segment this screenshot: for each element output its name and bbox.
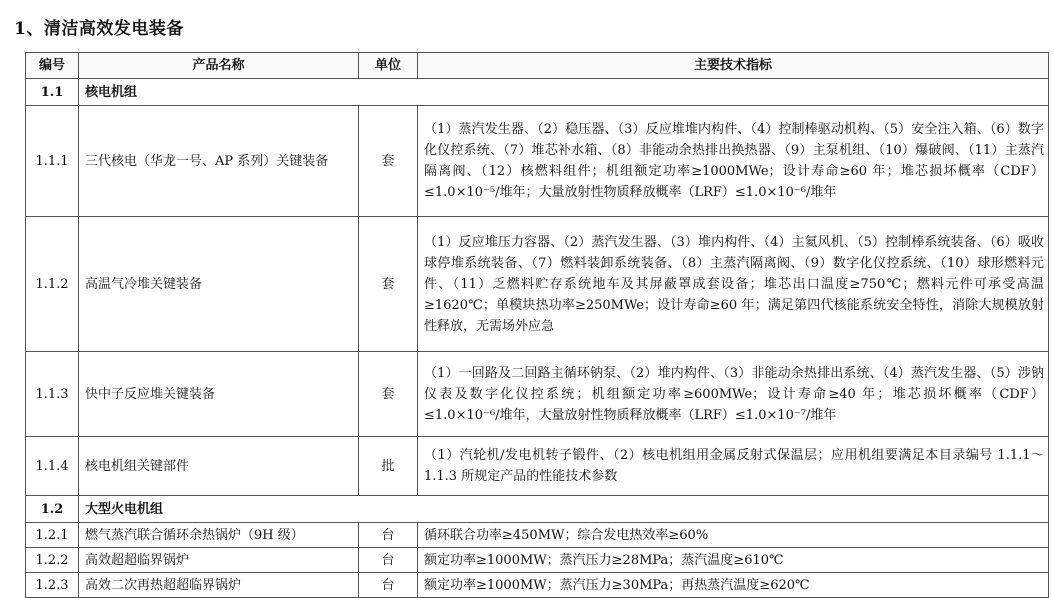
row-specs: （1）蒸汽发生器、（2）稳压器、（3）反应堆堆内构件、（4）控制棒驱动机构、（5）安全注入箱、（6）数字化仪控系统、（7）堆芯补水箱、（8）非能动余热排出换热器、（9）主泵机组、（10）爆破阀、（11）主蒸汽隔离阀、（12）核燃料组件；机组额定功率≥1000MWe；设计寿命≥60 年；堆芯损坏概率（CDF）≤1.0×10⁻⁵/堆年；大量放射性物质释放概率（LRF）≤1.0×10⁻⁶/堆年	[418, 106, 1049, 217]
section-title: 1、清洁高效发电装备	[14, 19, 184, 39]
row-code: 1.1.3	[26, 352, 79, 437]
table-row	[26, 352, 1049, 437]
row-product-name: 三代核电（华龙一号、AP 系列）关键装备	[79, 106, 359, 217]
row-unit: 批	[359, 437, 418, 496]
row-unit: 套	[359, 217, 418, 352]
row-product-name: 高效二次再热超超临界锅炉	[79, 573, 359, 598]
row-specs: （1）汽轮机/发电机转子锻件、（2）核电机组用金属反射式保温层；应用机组要满足本目录编号 1.1.1～1.1.3 所规定产品的性能技术参数	[418, 437, 1049, 496]
table-row	[26, 217, 1049, 352]
row-code: 1.1.1	[26, 106, 79, 217]
section-row	[26, 496, 1049, 523]
section-name: 核电机组	[79, 79, 1049, 106]
table-row	[26, 523, 1049, 548]
header-product-name: 产品名称	[79, 53, 359, 79]
row-code: 1.2.2	[26, 548, 79, 573]
table-header-row	[26, 53, 1049, 79]
equipment-table	[25, 52, 1049, 598]
row-product-name: 快中子反应堆关键装备	[79, 352, 359, 437]
row-unit: 台	[359, 573, 418, 598]
header-code: 编号	[26, 53, 79, 79]
row-product-name: 高效超超临界锅炉	[79, 548, 359, 573]
table-row	[26, 437, 1049, 496]
row-unit: 套	[359, 352, 418, 437]
table-row	[26, 548, 1049, 573]
table-row	[26, 573, 1049, 598]
section-code: 1.2	[26, 496, 79, 523]
row-specs: 额定功率≥1000MW；蒸汽压力≥30MPa；再热蒸汽温度≥620℃	[418, 573, 1049, 598]
row-code: 1.1.4	[26, 437, 79, 496]
table-row	[26, 106, 1049, 217]
row-code: 1.2.3	[26, 573, 79, 598]
row-specs: 额定功率≥1000MW；蒸汽压力≥28MPa；蒸汽温度≥610℃	[418, 548, 1049, 573]
row-product-name: 高温气冷堆关键装备	[79, 217, 359, 352]
row-specs: 循环联合功率≥450MW；综合发电热效率≥60%	[418, 523, 1049, 548]
header-unit: 单位	[359, 53, 418, 79]
row-product-name: 核电机组关键部件	[79, 437, 359, 496]
header-specs: 主要技术指标	[418, 53, 1049, 79]
row-code: 1.2.1	[26, 523, 79, 548]
row-specs: （1）反应堆压力容器、（2）蒸汽发生器、（3）堆内构件、（4）主氦风机、（5）控制棒系统装备、（6）吸收球停堆系统装备、（7）燃料装卸系统装备、（8）主蒸汽隔离阀、（9）数字化仪控系统、（10）球形燃料元件、（11）乏燃料贮存系统地车及其屏蔽罩成套设备；堆芯出口温度≥750℃；燃料元件可承受高温≥1620℃；单模块热功率≥250MWe；设计寿命≥60 年；满足第四代核能系统安全特性，消除大规模放射性释放，无需场外应急	[418, 217, 1049, 352]
row-unit: 套	[359, 106, 418, 217]
section-name: 大型火电机组	[79, 496, 1049, 523]
section-row	[26, 79, 1049, 106]
row-unit: 台	[359, 548, 418, 573]
row-product-name: 燃气蒸汽联合循环余热锅炉（9H 级）	[79, 523, 359, 548]
section-code: 1.1	[26, 79, 79, 106]
row-code: 1.1.2	[26, 217, 79, 352]
row-unit: 台	[359, 523, 418, 548]
row-specs: （1）一回路及二回路主循环钠泵、（2）堆内构件、（3）非能动余热排出系统、（4）蒸汽发生器、（5）涉钠仪表及数字化仪控系统；机组额定功率≥600MWe；设计寿命≥40 年；堆芯损坏概率（CDF）≤1.0×10⁻⁶/堆年，大量放射性物质释放概率（LRF）≤1.0×10⁻⁷/堆年	[418, 352, 1049, 437]
